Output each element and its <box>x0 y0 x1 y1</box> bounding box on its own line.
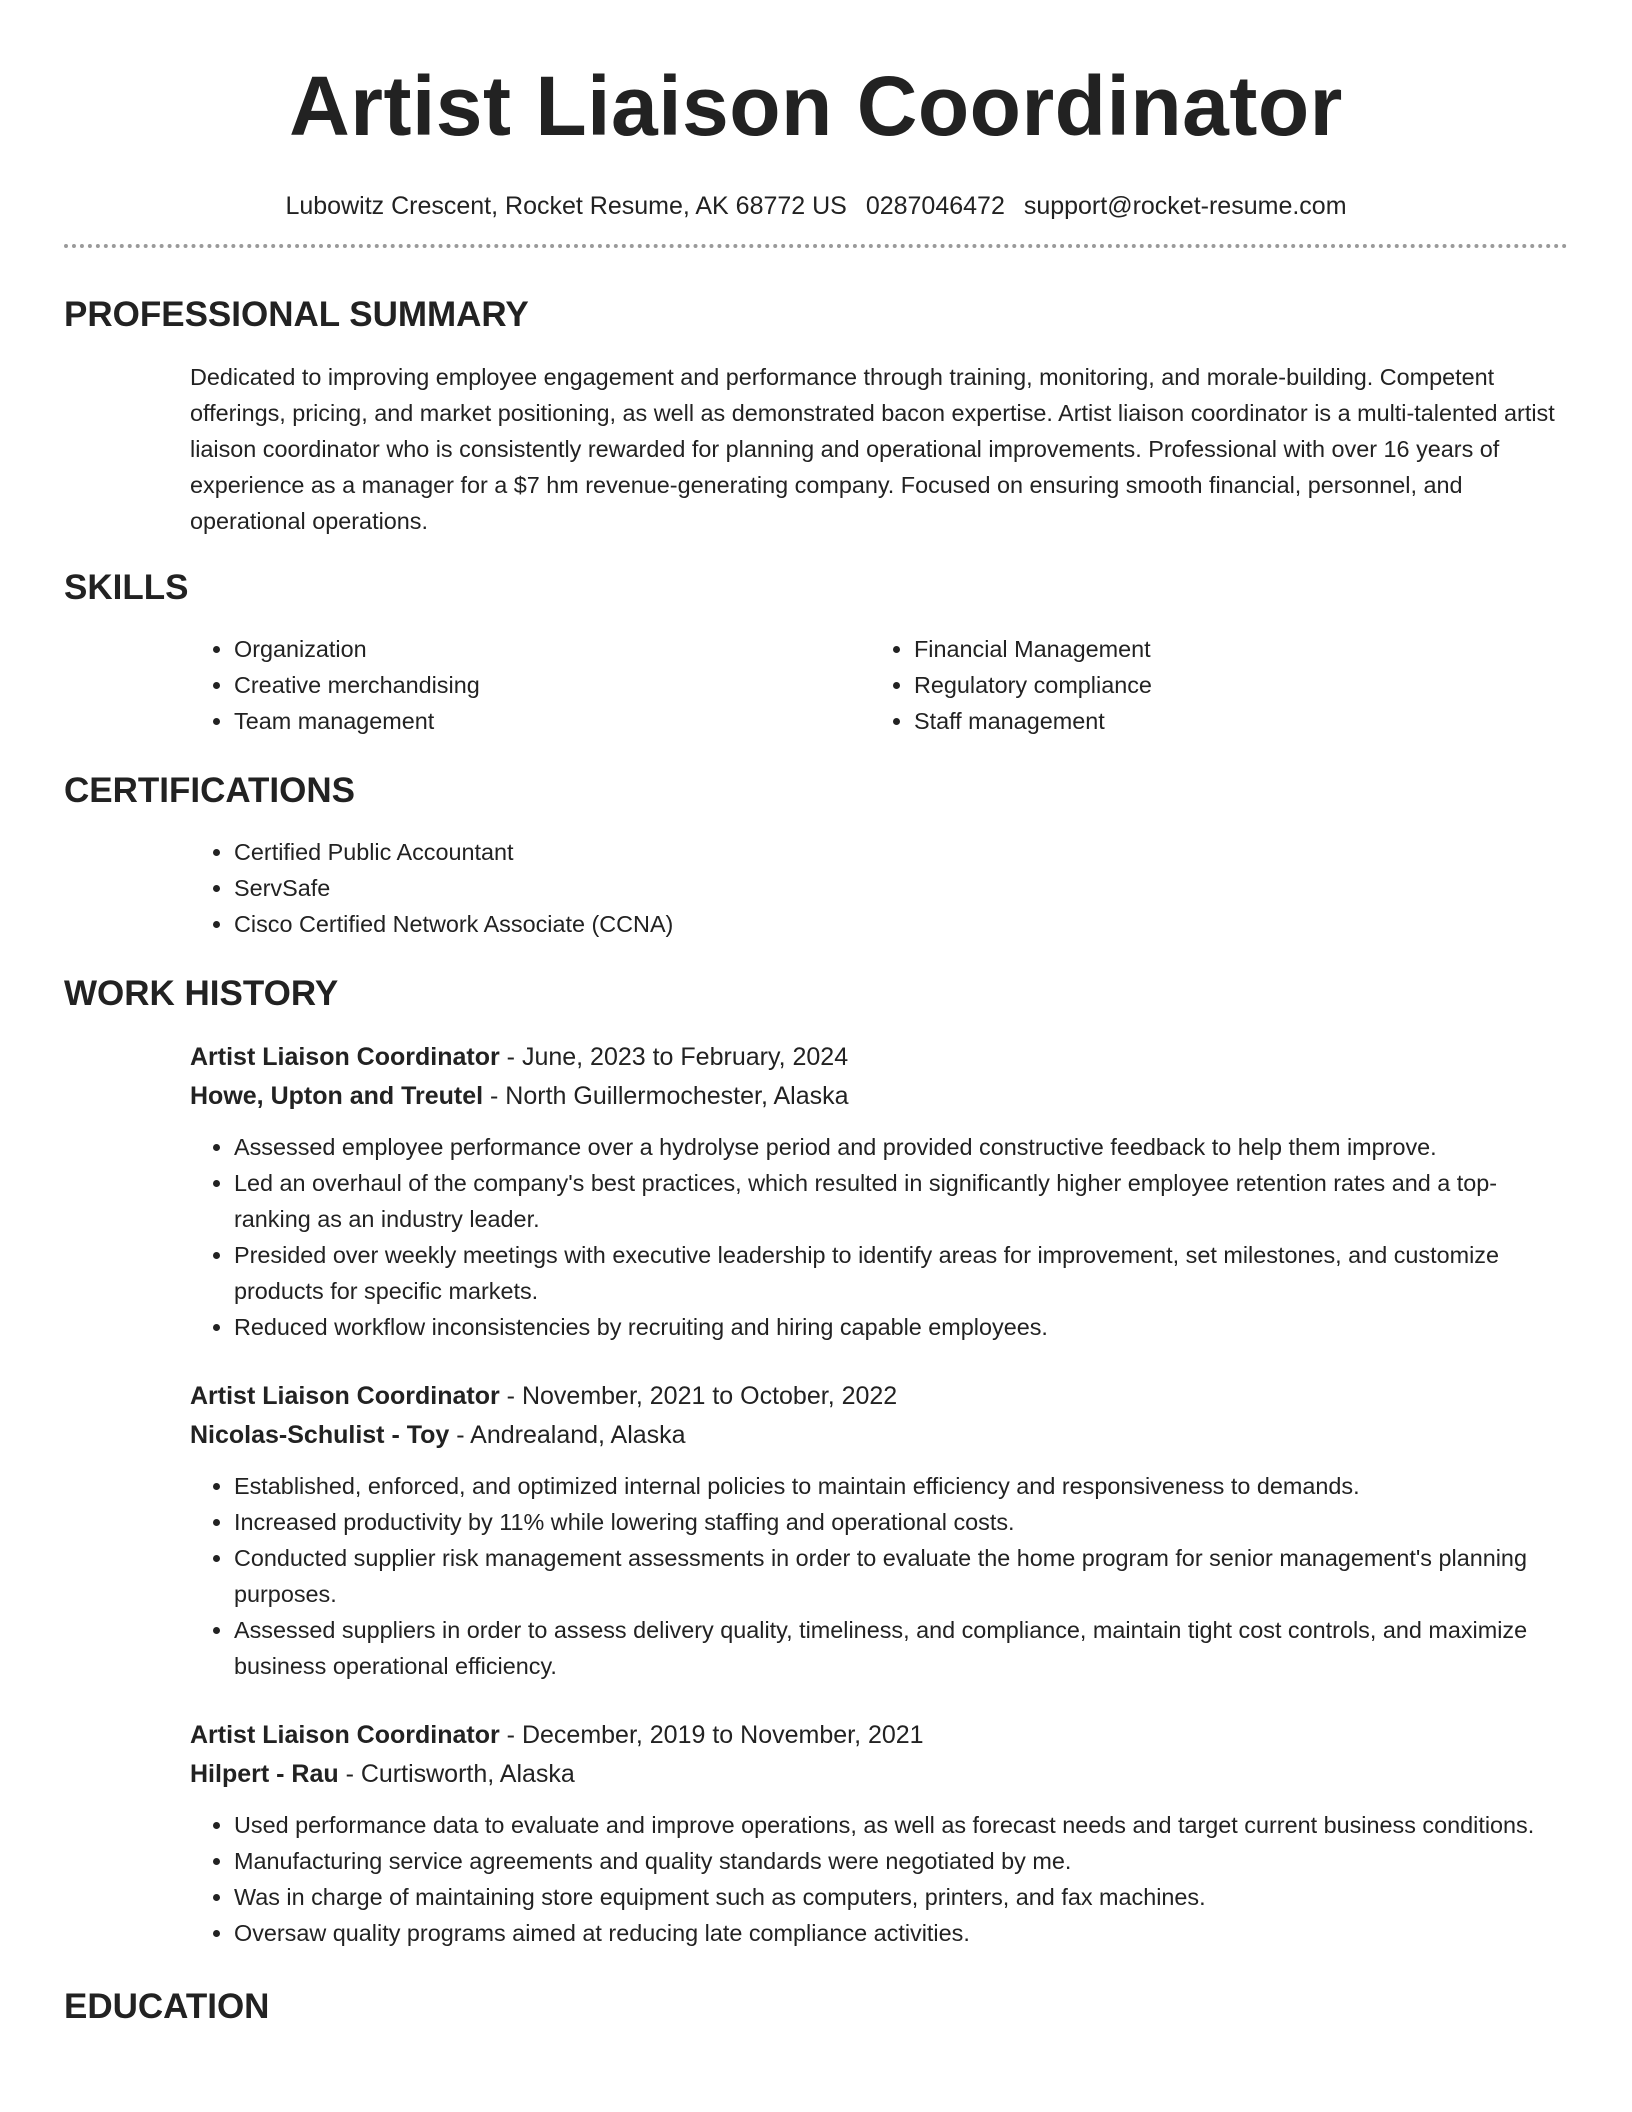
skills-section <box>64 566 1568 739</box>
job-dates: - June, 2023 to February, 2024 <box>499 1043 849 1071</box>
job-company: Nicolas-Schulist - Toy <box>190 1421 450 1449</box>
skill-item: • Financial Management <box>914 631 1550 667</box>
job-company: Howe, Upton and Treutel <box>190 1082 484 1110</box>
job-bullet: • Assessed employee performance over a hydrolyse period and provided constructive feedback to help them improve. <box>234 1129 1568 1165</box>
skill-item: • Staff management <box>914 703 1550 739</box>
job-title-line <box>190 1716 1568 1754</box>
job-bullet: • Increased productivity by 11% while lowering staffing and operational costs. <box>234 1504 1568 1540</box>
skills-title: SKILLS <box>64 568 189 607</box>
header-divider <box>64 244 1568 248</box>
certification-item: • ServSafe <box>234 870 1568 906</box>
contact-address: Lubowitz Crescent, Rocket Resume, AK 68772 US <box>285 192 847 220</box>
job-bullet: • Established, enforced, and optimized internal policies to maintain efficiency and responsiveness to demands. <box>234 1468 1568 1504</box>
summary-section <box>64 293 1568 539</box>
candidate-name: Artist Liaison Coordinator <box>289 59 1343 153</box>
job-company: Hilpert - Rau <box>190 1760 339 1788</box>
job-bullet: • Reduced workflow inconsistencies by recruiting and hiring capable employees. <box>234 1309 1568 1345</box>
contact-email: support@rocket-resume.com <box>1023 192 1347 220</box>
certification-item: • Cisco Certified Network Associate (CCNA) <box>234 906 1568 942</box>
job-dates: - November, 2021 to October, 2022 <box>499 1382 898 1410</box>
job-bullet: • Conducted supplier risk management assessments in order to evaluate the home program for senior management's planning purposes. <box>234 1540 1568 1612</box>
work-history-title: WORK HISTORY <box>64 974 339 1013</box>
contact-phone: 0287046472 <box>865 192 1005 220</box>
job-title-line <box>190 1377 1568 1415</box>
job-bullet: • Oversaw quality programs aimed at reducing late compliance activities. <box>234 1915 1568 1951</box>
certifications-section <box>64 769 1568 942</box>
summary-text: Dedicated to improving employee engagement and performance through training, monitoring, and morale-building. Competent offerings, pricing, and market positioning, as well as demonstrated bacon expertise. Artist liaison coordinator is a multi-talented artist liaison coordinator who is consistently rewarded for planning and operational improvements. Professional with over 16 years of experience as a manager for a $7 hm revenue-generating company. Focused on ensuring smooth financial, personnel, and operational operations. <box>190 364 1555 534</box>
skill-item: • Creative merchandising <box>234 667 870 703</box>
certifications-title: CERTIFICATIONS <box>64 771 356 810</box>
skills-column-right <box>870 631 1550 739</box>
job-bullet: • Led an overhaul of the company's best practices, which resulted in significantly higher employee retention rates and a top-ranking as an industry leader. <box>234 1165 1568 1237</box>
job-bullet: • Used performance data to evaluate and improve operations, as well as forecast needs and target current business conditions. <box>234 1807 1568 1843</box>
job-dates: - December, 2019 to November, 2021 <box>499 1721 924 1749</box>
job-location: - Andrealand, Alaska <box>449 1421 686 1449</box>
education-section <box>64 1985 1568 2029</box>
job-entry <box>190 1377 1568 1684</box>
education-title: EDUCATION <box>64 1987 270 2026</box>
certification-item: • Certified Public Accountant <box>234 834 1568 870</box>
job-role: Artist Liaison Coordinator <box>190 1721 500 1749</box>
job-company-line <box>190 1755 1568 1793</box>
job-location: - North Guillermochester, Alaska <box>483 1082 849 1110</box>
skill-item: • Regulatory compliance <box>914 667 1550 703</box>
job-bullet: • Presided over weekly meetings with executive leadership to identify areas for improvement, set milestones, and customize products for specific markets. <box>234 1237 1568 1309</box>
job-company-line <box>190 1077 1568 1115</box>
work-history-section <box>64 972 1568 1951</box>
job-title-line <box>190 1038 1568 1076</box>
contact-line <box>64 190 1568 222</box>
job-role: Artist Liaison Coordinator <box>190 1043 500 1071</box>
job-role: Artist Liaison Coordinator <box>190 1382 500 1410</box>
job-entry <box>190 1716 1568 1951</box>
skill-item: • Organization <box>234 631 870 667</box>
skill-item: • Team management <box>234 703 870 739</box>
job-bullet: • Assessed suppliers in order to assess delivery quality, timeliness, and compliance, maintain tight cost controls, and maximize business operational efficiency. <box>234 1612 1568 1684</box>
job-company-line <box>190 1416 1568 1454</box>
summary-title: PROFESSIONAL SUMMARY <box>64 295 529 334</box>
resume-page <box>64 0 1568 2029</box>
job-bullet: • Was in charge of maintaining store equipment such as computers, printers, and fax machines. <box>234 1879 1568 1915</box>
job-bullet: • Manufacturing service agreements and quality standards were negotiated by me. <box>234 1843 1568 1879</box>
skills-column-left <box>190 631 870 739</box>
skills-grid <box>190 631 1568 739</box>
job-entry <box>190 1038 1568 1345</box>
job-location: - Curtisworth, Alaska <box>338 1760 575 1788</box>
